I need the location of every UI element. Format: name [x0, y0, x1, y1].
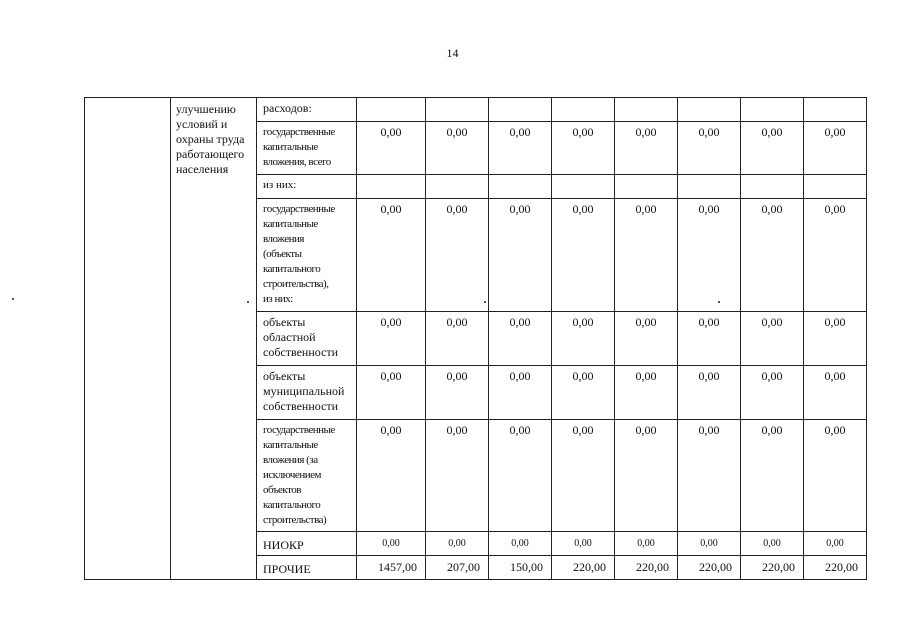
value-cell: 0,00 — [552, 532, 615, 556]
row-label: из них: — [257, 175, 357, 199]
value-cell: 0,00 — [552, 312, 615, 366]
row-label: государственные капитальные вложения (объекты капитального строительства), из них: — [257, 199, 357, 312]
value-cell — [741, 98, 804, 122]
value-cell — [552, 175, 615, 199]
value-cell: 0,00 — [489, 420, 552, 532]
value-cell — [615, 98, 678, 122]
value-cell — [678, 175, 741, 199]
value-cell: 0,00 — [615, 199, 678, 312]
scan-speck — [484, 301, 486, 303]
value-cell: 0,00 — [357, 199, 426, 312]
value-cell — [615, 175, 678, 199]
scan-speck — [12, 298, 14, 300]
value-cell — [489, 175, 552, 199]
row-label: НИОКР — [257, 532, 357, 556]
row-label: государственные капитальные вложения, всего — [257, 122, 357, 175]
value-cell: 0,00 — [426, 532, 489, 556]
value-cell: 0,00 — [357, 532, 426, 556]
page-number: 14 — [446, 46, 459, 60]
value-cell: 0,00 — [426, 199, 489, 312]
empty-first-column-cell — [85, 98, 171, 580]
table-row — [85, 98, 867, 122]
value-cell: 1457,00 — [357, 556, 426, 580]
value-cell: 0,00 — [678, 199, 741, 312]
value-cell — [741, 175, 804, 199]
value-cell: 0,00 — [426, 122, 489, 175]
row-label: объекты областной собственности — [257, 312, 357, 366]
value-cell: 0,00 — [741, 366, 804, 420]
value-cell: 220,00 — [552, 556, 615, 580]
funding-table — [84, 97, 867, 580]
value-cell: 0,00 — [357, 122, 426, 175]
value-cell: 220,00 — [741, 556, 804, 580]
value-cell: 0,00 — [615, 532, 678, 556]
value-cell: 0,00 — [741, 312, 804, 366]
value-cell: 0,00 — [741, 199, 804, 312]
scan-speck — [247, 301, 249, 303]
value-cell: 0,00 — [678, 420, 741, 532]
goal-cell: улучшению условий и охраны труда работающего населения — [171, 98, 257, 580]
row-label: расходов: — [257, 98, 357, 122]
value-cell: 0,00 — [804, 532, 867, 556]
value-cell: 0,00 — [489, 312, 552, 366]
value-cell: 0,00 — [804, 122, 867, 175]
value-cell: 0,00 — [489, 366, 552, 420]
value-cell: 0,00 — [804, 420, 867, 532]
value-cell: 0,00 — [678, 312, 741, 366]
value-cell — [678, 98, 741, 122]
value-cell: 207,00 — [426, 556, 489, 580]
value-cell: 220,00 — [615, 556, 678, 580]
value-cell: 0,00 — [357, 366, 426, 420]
value-cell — [357, 175, 426, 199]
value-cell: 0,00 — [489, 122, 552, 175]
value-cell — [426, 98, 489, 122]
value-cell: 0,00 — [804, 199, 867, 312]
value-cell: 0,00 — [426, 366, 489, 420]
value-cell: 0,00 — [615, 420, 678, 532]
value-cell — [804, 98, 867, 122]
value-cell — [426, 175, 489, 199]
value-cell: 0,00 — [552, 366, 615, 420]
value-cell: 0,00 — [678, 532, 741, 556]
value-cell: 0,00 — [615, 366, 678, 420]
value-cell: 0,00 — [615, 122, 678, 175]
value-cell: 0,00 — [678, 122, 741, 175]
value-cell: 0,00 — [552, 420, 615, 532]
value-cell: 0,00 — [357, 312, 426, 366]
row-label: ПРОЧИЕ — [257, 556, 357, 580]
funding-table-container — [84, 97, 867, 580]
value-cell: 0,00 — [804, 366, 867, 420]
value-cell: 220,00 — [804, 556, 867, 580]
value-cell: 0,00 — [741, 122, 804, 175]
value-cell — [489, 98, 552, 122]
value-cell — [357, 98, 426, 122]
row-label: государственные капитальные вложения (за исключением объектов капитального строительства) — [257, 420, 357, 532]
value-cell: 0,00 — [489, 199, 552, 312]
value-cell: 0,00 — [552, 199, 615, 312]
value-cell: 0,00 — [357, 420, 426, 532]
value-cell: 0,00 — [552, 122, 615, 175]
value-cell: 0,00 — [678, 366, 741, 420]
row-label: объекты муниципальной собственности — [257, 366, 357, 420]
value-cell: 0,00 — [489, 532, 552, 556]
scan-speck — [718, 301, 720, 303]
value-cell: 0,00 — [426, 312, 489, 366]
value-cell: 220,00 — [678, 556, 741, 580]
value-cell: 0,00 — [741, 420, 804, 532]
value-cell — [552, 98, 615, 122]
value-cell: 0,00 — [804, 312, 867, 366]
value-cell: 0,00 — [741, 532, 804, 556]
value-cell: 0,00 — [615, 312, 678, 366]
value-cell: 0,00 — [426, 420, 489, 532]
value-cell — [804, 175, 867, 199]
value-cell: 150,00 — [489, 556, 552, 580]
